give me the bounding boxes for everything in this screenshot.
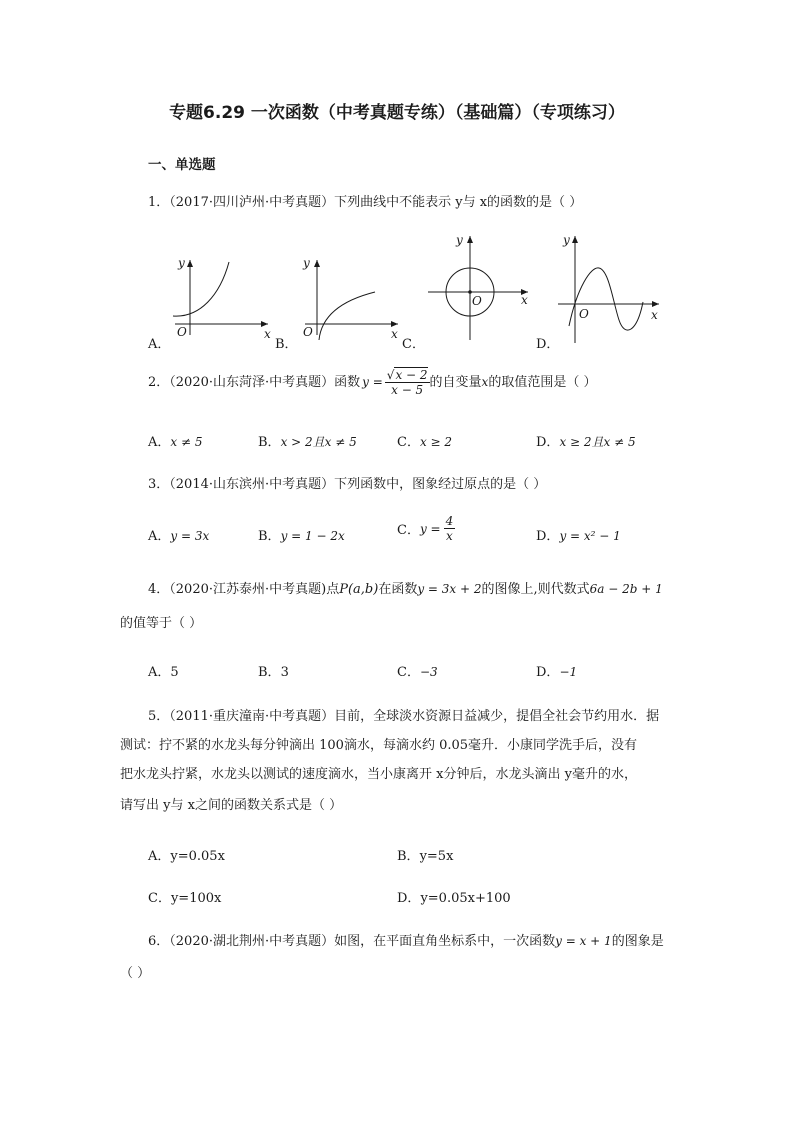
q4-middle: 在函数 bbox=[378, 582, 418, 597]
origin-label: O bbox=[303, 325, 313, 339]
q4-point: P(a,b) bbox=[339, 582, 379, 597]
q4-expr: 6a − 2b + 1 bbox=[589, 582, 663, 596]
option-expr: y=0.05x bbox=[170, 849, 225, 864]
option-label: A． bbox=[148, 435, 171, 450]
y-axis-arrow bbox=[187, 260, 193, 267]
x-label: x bbox=[264, 327, 271, 341]
x-label: x bbox=[651, 308, 658, 322]
page-title: 专题6.29 一次函数（中考真题专练）（基础篇）（专项练习） bbox=[169, 103, 625, 123]
q5-line1: 5．（2011·重庆潼南·中考真题）目前，全球淡水资源日益减少，提倡全社会节约用水．据 bbox=[148, 709, 660, 724]
option-label: B． bbox=[258, 529, 281, 544]
y-axis-arrow bbox=[467, 236, 473, 243]
section-heading: 一、单选题 bbox=[148, 157, 216, 173]
q1-graph-c bbox=[420, 228, 535, 348]
y-label: y bbox=[303, 256, 310, 270]
option-expr: 3 bbox=[280, 665, 289, 680]
q5-option-d[interactable] bbox=[397, 887, 511, 906]
origin-label: O bbox=[472, 294, 482, 308]
option-label: C． bbox=[397, 523, 420, 538]
q4-func: y = 3x + 2 bbox=[417, 582, 482, 596]
q4-middle2: 的图像上,则代数式 bbox=[481, 582, 590, 597]
option-expr: y = x² − 1 bbox=[559, 529, 621, 543]
q1-label-d: D． bbox=[536, 337, 560, 352]
curve bbox=[319, 292, 375, 340]
x-label: x bbox=[521, 293, 528, 307]
x-label: x bbox=[391, 327, 398, 341]
curve bbox=[173, 262, 229, 316]
option-label: C． bbox=[148, 891, 171, 906]
option-expr: y = 1 − 2x bbox=[280, 529, 345, 543]
option-expr: x > 2且x ≠ 5 bbox=[280, 435, 357, 449]
q4-prefix: 4．（2020·江苏泰州·中考真题)点 bbox=[148, 582, 340, 597]
q3-stem: 3．（2014·山东滨州·中考真题）下列函数中，图象经过原点的是（ ） bbox=[148, 477, 547, 492]
q4-line2: 的值等于（ ） bbox=[120, 616, 203, 631]
q4-line1 bbox=[148, 577, 663, 602]
q2-option-d[interactable] bbox=[536, 431, 636, 450]
q1-option-d[interactable] bbox=[555, 228, 670, 352]
option-expr: x ≥ 2 bbox=[419, 435, 453, 449]
q6-line2: （ ） bbox=[120, 966, 151, 981]
q2-numerator: √x − 2 bbox=[386, 368, 428, 382]
q1-stem: 1．（2017·四川泸州·中考真题）下列曲线中不能表示 y与 x的函数的是（ ） bbox=[148, 195, 583, 210]
q3-option-d[interactable] bbox=[536, 525, 621, 544]
q2-option-a[interactable] bbox=[148, 431, 202, 450]
origin-label: O bbox=[579, 307, 589, 321]
y-label: y bbox=[456, 233, 463, 247]
q1-option-c[interactable] bbox=[420, 228, 535, 352]
option-label: A． bbox=[148, 849, 171, 864]
y-axis-arrow bbox=[314, 260, 320, 267]
fraction-num: 4 bbox=[445, 514, 454, 528]
option-label: C． bbox=[397, 665, 420, 680]
q5-option-a[interactable] bbox=[148, 845, 225, 864]
y-axis-arrow bbox=[572, 236, 578, 243]
q4-option-c[interactable] bbox=[397, 661, 438, 680]
q1-label-b: B． bbox=[275, 337, 298, 352]
option-label: A． bbox=[148, 529, 171, 544]
q4-option-b[interactable] bbox=[258, 661, 289, 680]
option-label: D． bbox=[536, 529, 560, 544]
q1-graph-d bbox=[555, 228, 670, 348]
q2-stem bbox=[148, 368, 596, 397]
q2-fraction bbox=[385, 368, 430, 397]
q5-line3: 把水龙头拧紧，水龙头以测试的速度滴水，当小康离开 x分钟后，水龙头滴出 y毫升的水， bbox=[120, 767, 637, 782]
q3-option-a[interactable] bbox=[148, 525, 209, 544]
option-expr: x ≠ 5 bbox=[170, 435, 203, 449]
q6-line1 bbox=[148, 929, 664, 954]
q6-func: y = x + 1 bbox=[555, 934, 612, 948]
q2-middle: 的自变量 bbox=[429, 375, 482, 390]
q2-suffix: 的取值范围是（ ） bbox=[488, 375, 597, 390]
y-label: y bbox=[178, 256, 185, 270]
option-label: D． bbox=[536, 665, 560, 680]
x-axis-arrow bbox=[652, 301, 659, 307]
option-expr: −1 bbox=[559, 665, 578, 679]
q2-sqrt-content: x − 2 bbox=[395, 368, 428, 382]
option-label: B． bbox=[258, 435, 281, 450]
q3-option-c[interactable] bbox=[397, 514, 455, 543]
option-fraction bbox=[444, 514, 456, 543]
option-label: C． bbox=[397, 435, 420, 450]
q2-denominator: x − 5 bbox=[391, 383, 424, 397]
origin-label: O bbox=[177, 325, 187, 339]
q2-option-c[interactable] bbox=[397, 431, 452, 450]
q1-label-c: C． bbox=[402, 337, 425, 352]
q1-label-a: A． bbox=[148, 337, 171, 352]
option-expr: y = 3x bbox=[170, 529, 210, 543]
q5-line4: 请写出 y与 x之间的函数关系式是（ ） bbox=[120, 798, 343, 813]
option-lhs: y = bbox=[419, 521, 441, 536]
q6-prefix: 6．（2020·湖北荆州·中考真题）如图，在平面直角坐标系中，一次函数 bbox=[148, 934, 556, 949]
option-expr: 5 bbox=[170, 665, 179, 680]
q5-option-c[interactable] bbox=[148, 887, 221, 906]
q2-option-b[interactable] bbox=[258, 431, 357, 450]
option-label: A． bbox=[148, 665, 171, 680]
fraction-den: x bbox=[446, 529, 453, 543]
q4-option-d[interactable] bbox=[536, 661, 577, 680]
q5-option-b[interactable] bbox=[397, 845, 453, 864]
q6-suffix: 的图象是 bbox=[611, 934, 664, 949]
q3-option-b[interactable] bbox=[258, 525, 345, 544]
option-label: D． bbox=[397, 891, 421, 906]
q2-func-lhs: y = bbox=[362, 375, 383, 389]
option-expr: y=100x bbox=[170, 891, 222, 906]
q5-line2: 测试：拧不紧的水龙头每分钟滴出 100滴水，每滴水约 0.05毫升．小康同学洗手后，没有 bbox=[120, 738, 638, 753]
option-label: B． bbox=[397, 849, 420, 864]
option-label: B． bbox=[258, 665, 281, 680]
option-expr: −3 bbox=[419, 665, 438, 679]
q2-prefix: 2．（2020·山东菏泽·中考真题）函数 bbox=[148, 375, 361, 390]
option-label: D． bbox=[536, 435, 560, 450]
y-label: y bbox=[563, 233, 570, 247]
q2-var: x bbox=[481, 375, 489, 389]
option-expr: x ≥ 2且x ≠ 5 bbox=[559, 435, 636, 449]
option-expr: y=5x bbox=[419, 849, 454, 864]
q4-option-a[interactable] bbox=[148, 661, 179, 680]
option-expr: y=0.05x+100 bbox=[420, 891, 511, 906]
